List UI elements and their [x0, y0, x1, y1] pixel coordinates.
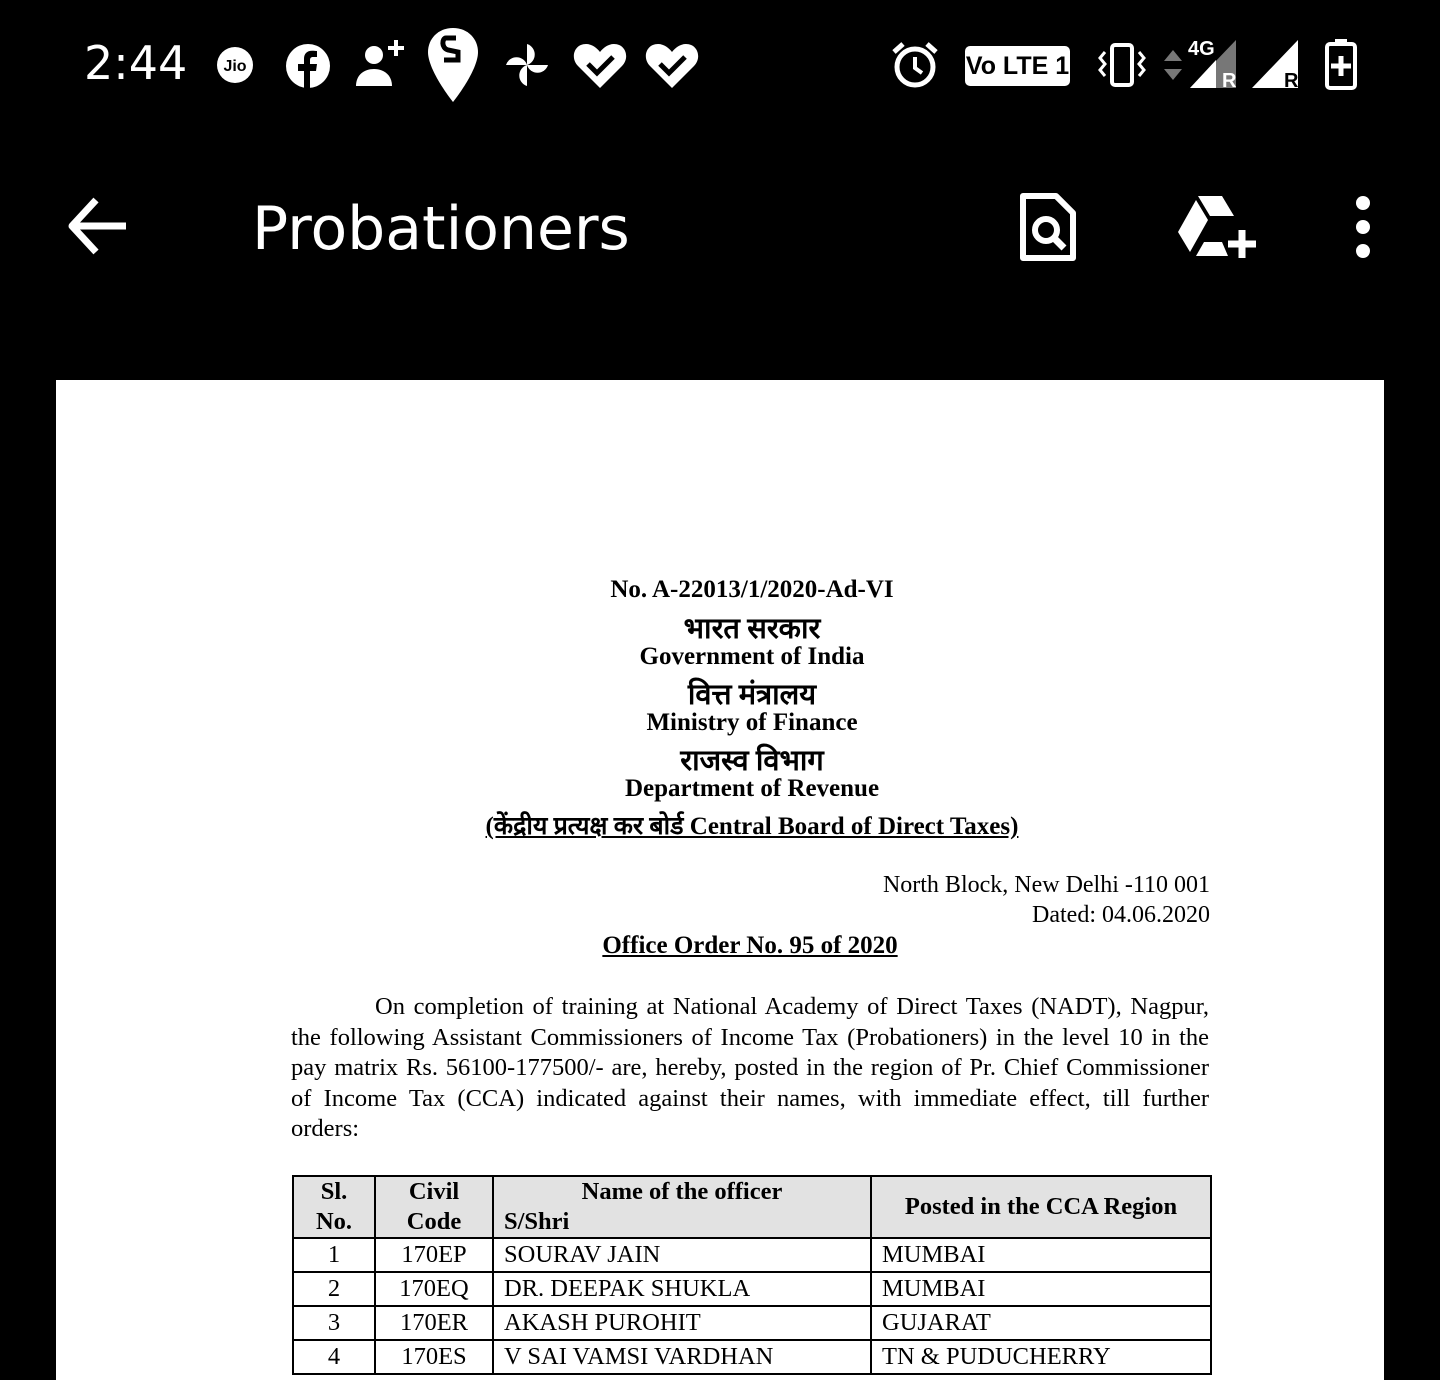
- order-paragraph: [291, 992, 1209, 1145]
- battery-charging-icon: [1324, 38, 1358, 90]
- volte-badge: Vo LTE 1: [965, 46, 1070, 86]
- office-order-title: Office Order No. 95 of 2020: [602, 932, 898, 959]
- back-arrow-icon[interactable]: [66, 196, 130, 256]
- address: North Block, New Delhi -110 001: [882, 872, 1210, 898]
- jio-icon: [216, 46, 254, 84]
- table-row: 3 170ER AKASH PUROHIT GUJARAT: [293, 1306, 1211, 1340]
- hindi-department: राजस्व विभाग: [680, 745, 824, 777]
- data-activity-icon: [1162, 48, 1184, 82]
- overflow-menu-icon[interactable]: [1346, 194, 1380, 260]
- hindi-ministry: वित्त मंत्रालय: [687, 679, 817, 711]
- table-row: 2 170EQ DR. DEEPAK SHUKLA MUMBAI: [293, 1272, 1211, 1306]
- heart-check-icon-2: [644, 40, 700, 90]
- government-of-india: Government of India: [639, 643, 865, 670]
- table-row: 1 170EP SOURAV JAIN MUMBAI: [293, 1238, 1211, 1272]
- cbdt-line: (केंद्रीय प्रत्यक्ष कर बोर्ड Central Board of Direct Taxes): [485, 813, 1019, 840]
- table-row: 4 170ES V SAI VAMSI VARDHAN TN & PUDUCHERRY: [293, 1340, 1211, 1374]
- vibrate-icon: [1096, 42, 1148, 88]
- reference-number: No. A-22013/1/2020-Ad-VI: [610, 576, 894, 603]
- posting-table: [292, 1175, 1212, 1375]
- facebook-icon: [285, 43, 331, 89]
- roaming-label-2: R: [1284, 70, 1299, 92]
- network-type: 4G: [1188, 38, 1215, 60]
- department-of-revenue: Department of Revenue: [624, 775, 880, 802]
- order-paragraph-text: On completion of training at National Academy of Direct Taxes (NADT), Nagpur, the following Assistant Commissioners of Income Tax (Probationers) in the level 10 in the pay matrix Rs. 56100-177500/- are, hereby, posted in the region of Pr. Chief Commissioner of Income Tax (CCA) indicated against their names, with immediate effect, till further orders:: [291, 993, 1209, 1142]
- add-to-drive-icon[interactable]: [1176, 194, 1258, 260]
- header-code: Civil Code: [375, 1176, 493, 1238]
- app-bar: [0, 150, 1440, 300]
- alarm-icon: [890, 40, 940, 90]
- roaming-label-1: R: [1222, 70, 1237, 92]
- header-sl: Sl. No.: [293, 1176, 375, 1238]
- status-bar: [0, 0, 1440, 130]
- svg-text:Jio: Jio: [223, 58, 247, 75]
- clock: 2:44: [84, 36, 188, 90]
- table-header-row: [293, 1176, 1211, 1238]
- add-person-icon: [352, 38, 410, 88]
- heart-check-icon: [572, 40, 628, 90]
- document-content: [56, 380, 1384, 1380]
- document-title: Probationers: [252, 194, 630, 264]
- find-in-document-icon[interactable]: [1018, 192, 1078, 262]
- document-page[interactable]: [56, 380, 1384, 1380]
- header-region: Posted in the CCA Region: [871, 1176, 1211, 1238]
- photos-icon: [504, 42, 550, 88]
- hindi-government: भारत सरकार: [683, 613, 821, 645]
- date: Dated: 04.06.2020: [1032, 902, 1210, 928]
- header-name: Name of the officer S/Shri: [493, 1176, 871, 1238]
- ministry-of-finance: Ministry of Finance: [646, 709, 858, 736]
- swiggy-icon: [426, 26, 480, 104]
